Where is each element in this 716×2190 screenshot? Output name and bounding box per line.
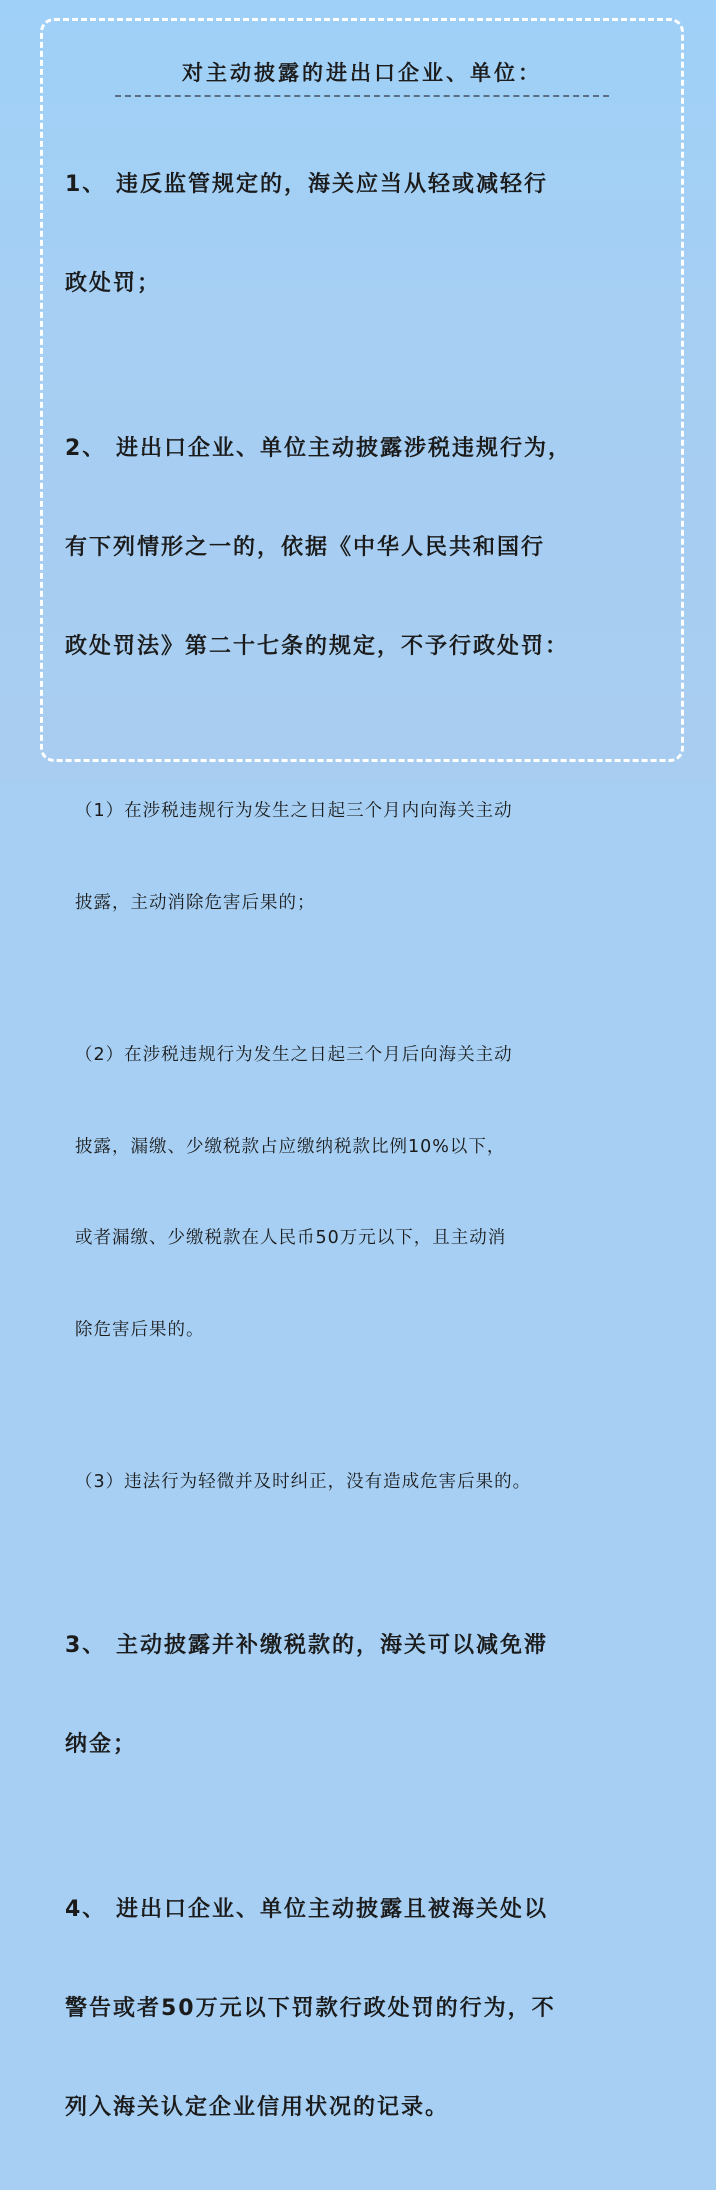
item-4-line-1: 4、 进出口企业、单位主动披露且被海关处以 (65, 1896, 548, 1922)
sub-item-1-line-2: 披露，主动消除危害后果的； (75, 892, 316, 913)
item-2-line-3: 政处罚法》第二十七条的规定，不予行政处罚： (65, 634, 570, 659)
item-1 (65, 102, 685, 366)
card-heading: 对主动披露的进出口企业、单位： (182, 61, 542, 85)
item-3-line-2: 纳金； (65, 1731, 138, 1757)
item-4 (65, 1827, 685, 2190)
sub-item-3-line-1: （3）违法行为轻微并及时纠正，没有造成危害后果的。 (75, 1472, 532, 1492)
item-2-line-1: 2、 进出口企业、单位主动披露涉税违规行为， (65, 436, 572, 461)
sub-item-1 (65, 735, 685, 979)
sub-item-2-line-2: 披露，漏缴、少缴税款占应缴纳税款比例10%以下， (75, 1136, 506, 1157)
item-1-line-1: 1、 违反监管规定的，海关应当从轻或减轻行 (65, 172, 548, 197)
sub-item-1-line-1: （1）在涉税违规行为发生之日起三个月内向海关主动 (75, 801, 513, 821)
sub-item-2 (65, 979, 685, 1406)
item-3 (65, 1563, 685, 1827)
content-body (65, 102, 685, 2190)
sub-item-2-line-4: 除危害后果的。 (75, 1319, 205, 1340)
item-3-line-1: 3、 主动披露并补缴税款的，海关可以减免滞 (65, 1632, 548, 1658)
item-2-line-2: 有下列情形之一的，依据《中华人民共和国行 (65, 535, 546, 560)
item-4-line-2: 警告或者50万元以下罚款行政处罚的行为，不 (65, 1995, 556, 2021)
sub-item-2-line-3: 或者漏缴、少缴税款在人民币50万元以下，且主动消 (75, 1228, 507, 1248)
sub-item-3 (65, 1406, 685, 1559)
heading-divider (115, 95, 609, 97)
item-4-line-3: 列入海关认定企业信用状况的记录。 (65, 2094, 450, 2120)
item-1-line-2: 政处罚； (65, 271, 162, 296)
item-2 (65, 366, 685, 729)
sub-item-2-line-1: （2）在涉税违规行为发生之日起三个月后向海关主动 (75, 1045, 513, 1065)
